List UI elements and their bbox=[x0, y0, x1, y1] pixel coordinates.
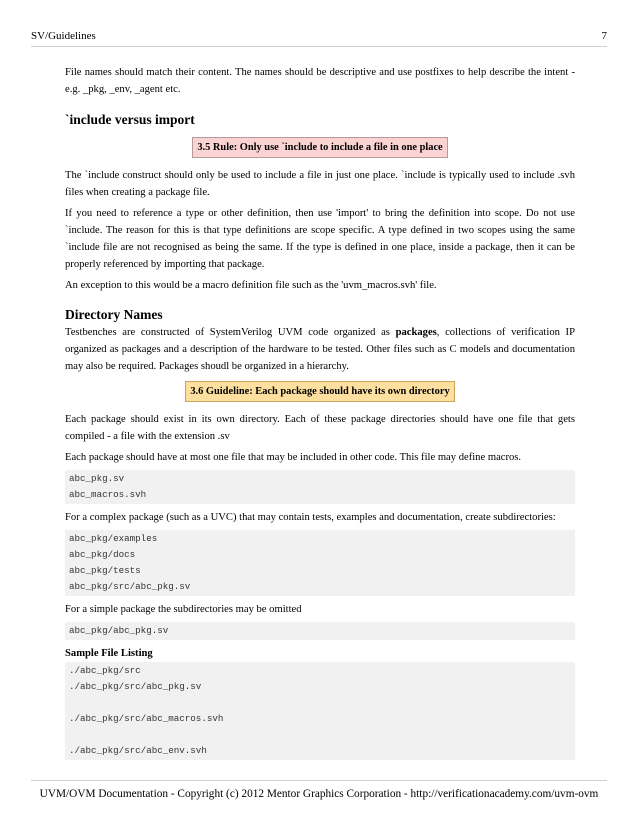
code-line: abc_pkg/src/abc_pkg.sv bbox=[69, 581, 191, 592]
rule-3-5-box: 3.5 Rule: Only use `include to include a file in one place bbox=[192, 137, 447, 158]
guideline-3-6-box: 3.6 Guideline: Each package should have its own directory bbox=[185, 381, 454, 402]
code-block-2 bbox=[65, 530, 575, 596]
paragraph-filenames: File names should match their content. The names should be descriptive and use postfixes to help describe the intent - e.g. _pkg, _env, _agent etc. bbox=[65, 67, 575, 95]
page-content bbox=[65, 64, 575, 760]
heading-directory-names: Directory Names bbox=[65, 307, 163, 322]
code-line: ./abc_pkg/src/abc_macros.svh bbox=[69, 713, 224, 724]
heading-include-vs-import: `include versus import bbox=[65, 112, 195, 127]
code-line bbox=[69, 727, 571, 743]
header-divider bbox=[31, 46, 607, 47]
heading-sample-file-listing: Sample File Listing bbox=[65, 648, 153, 659]
code-line: abc_pkg.sv bbox=[69, 473, 125, 484]
code-block-1 bbox=[65, 470, 575, 504]
code-block-4 bbox=[65, 662, 575, 760]
code-line: abc_macros.svh bbox=[69, 489, 147, 500]
code-line: abc_pkg/abc_pkg.sv bbox=[69, 625, 169, 636]
paragraph-dir-2: Each package should exist in its own directory. Each of these package directories should have one file that gets compiled - a file with the extension .sv bbox=[65, 414, 575, 442]
paragraph-include-3: An exception to this would be a macro definition file such as the 'uvm_macros.svh' file. bbox=[65, 280, 437, 291]
code-line: ./abc_pkg/src/abc_env.svh bbox=[69, 745, 207, 756]
code-line: ./abc_pkg/src/abc_pkg.sv bbox=[69, 681, 202, 692]
code-line: ./abc_pkg/src bbox=[69, 665, 141, 676]
code-block-3 bbox=[65, 622, 575, 640]
paragraph-dir-1: Testbenches are constructed of SystemVerilog UVM code organized as packages, collections of verification IP organized as packages and a description of the hardware to be tested. Other files such as C models and documentation may also be required. Packages shoudl be organized in a hierarchy. bbox=[65, 327, 575, 372]
paragraph-include-2: If you need to reference a type or other definition, then use 'import' to bring the definition into scope. Do not use `include. The reason for this is that type definitions are scope specific. A type defined in two scopes using the same `include file are not recognised as being the same. If the type is defined in one place, inside a package, then it can be properly referenced by importing that package. bbox=[65, 208, 575, 270]
paragraph-dir-3: Each package should have at most one file that may be included in other code. This file may define macros. bbox=[65, 452, 522, 463]
header-page-number: 7 bbox=[601, 30, 607, 42]
code-line bbox=[69, 695, 571, 711]
page-footer: UVM/OVM Documentation - Copyright (c) 2012 Mentor Graphics Corporation - http://verificationacademy.com/uvm-ovm bbox=[39, 788, 599, 800]
header-section-title: SV/Guidelines bbox=[31, 30, 96, 42]
code-line: abc_pkg/tests bbox=[69, 565, 141, 576]
paragraph-include-1: The `include construct should only be used to include a file in just one place. `include is typically used to include .svh files when creating a package file. bbox=[65, 170, 575, 198]
footer-divider bbox=[31, 780, 607, 781]
paragraph-simple: For a simple package the subdirectories may be omitted bbox=[65, 604, 302, 615]
bold-packages: packages bbox=[395, 327, 437, 338]
paragraph-complex: For a complex package (such as a UVC) that may contain tests, examples and documentation, create subdirectories: bbox=[65, 512, 556, 523]
code-line: abc_pkg/docs bbox=[69, 549, 136, 560]
code-line: abc_pkg/examples bbox=[69, 533, 158, 544]
